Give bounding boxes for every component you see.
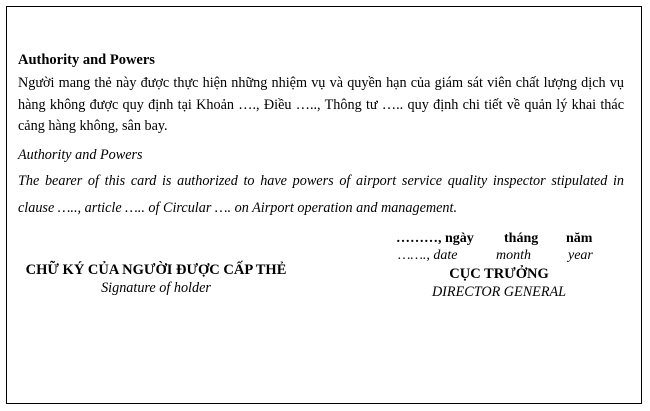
authority-text-vietnamese: Người mang thẻ này được thực hiện những nhiệm vụ và quyền hạn của giám sát viên chất lượng dịch vụ hàng không được quy định tại Khoản …., Điều ….., Thông tư ….. quy định chi tiết về quản lý khai thác cảng hàng không, sân bay.: [18, 75, 624, 134]
year-label-vn: năm: [566, 231, 593, 246]
holder-signature-title: CHỮ KÝ CỦA NGƯỜI ĐƯỢC CẤP THẺ: [25, 262, 287, 278]
director-block: [384, 266, 614, 301]
director-title: CỤC TRƯỞNG: [449, 266, 549, 282]
date-prefix-vn: ………, ngày: [396, 231, 474, 246]
month-label-en: month: [496, 248, 531, 263]
authority-heading: Authority and Powers: [18, 52, 155, 68]
year-label-en: year: [568, 248, 593, 263]
holder-signature-subtitle: Signature of holder: [101, 280, 211, 296]
director-subtitle: DIRECTOR GENERAL: [431, 284, 567, 300]
month-label-vn: tháng: [504, 231, 539, 246]
date-prefix-en: ……., date: [398, 248, 458, 263]
holder-signature-block: [0, 262, 312, 297]
authority-heading-english: Authority and Powers: [18, 147, 143, 163]
authority-text-english: The bearer of this card is authorized to have powers of airport service quality inspector stipulated in clause ….., article ….. of Circular …. on Airport operation and management.: [18, 173, 624, 216]
